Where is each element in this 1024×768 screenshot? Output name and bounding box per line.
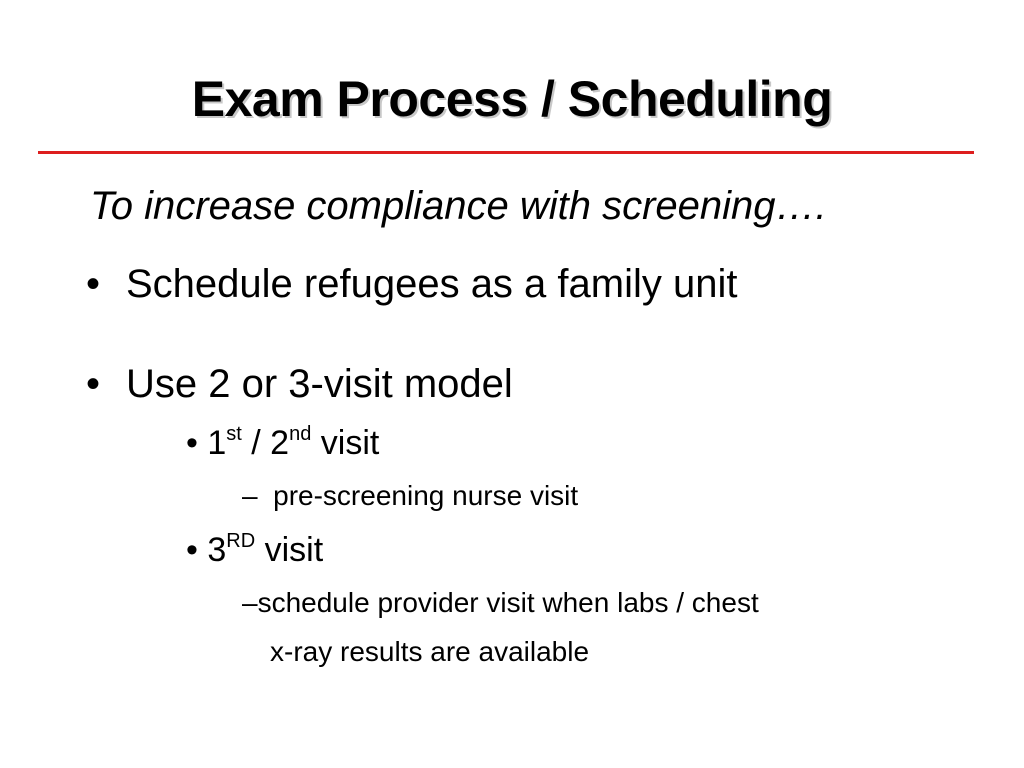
visit-ordinal: nd [289, 423, 312, 445]
dash-marker: – [242, 587, 258, 618]
bullet-marker: • [86, 262, 101, 306]
visit-number: 3 [207, 531, 227, 569]
detail-prescreening [242, 479, 578, 513]
detail-provider-visit [242, 586, 759, 620]
slide-title: Exam Process / Scheduling [191, 71, 833, 127]
detail-provider-visit-continued: x-ray results are available [270, 636, 590, 667]
sub-bullet-marker: • [186, 424, 198, 462]
detail-text: schedule provider visit when labs / chest [257, 587, 759, 618]
bullet-text: Use 2 or 3-visit model [126, 362, 513, 406]
visit-word: visit [311, 424, 380, 462]
bullet-marker: • [86, 362, 101, 406]
sub-bullet-third-visit [186, 530, 323, 570]
sub-bullet-first-second-visit [186, 423, 379, 463]
visit-separator: / 2 [241, 424, 290, 462]
bullet-text: Schedule refugees as a family unit [126, 262, 738, 306]
sub-bullet-marker: • [186, 531, 198, 569]
visit-ordinal: RD [226, 530, 256, 552]
bullet-family-unit [86, 260, 737, 308]
dash-marker: – [242, 480, 258, 511]
slide-subtitle: To increase compliance with screening…. [90, 184, 827, 228]
title-divider [38, 151, 974, 154]
visit-word: visit [255, 531, 324, 569]
visit-ordinal: st [226, 423, 242, 445]
visit-number: 1 [207, 424, 227, 462]
bullet-visit-model [86, 360, 513, 408]
detail-text: pre-screening nurse visit [273, 480, 579, 511]
